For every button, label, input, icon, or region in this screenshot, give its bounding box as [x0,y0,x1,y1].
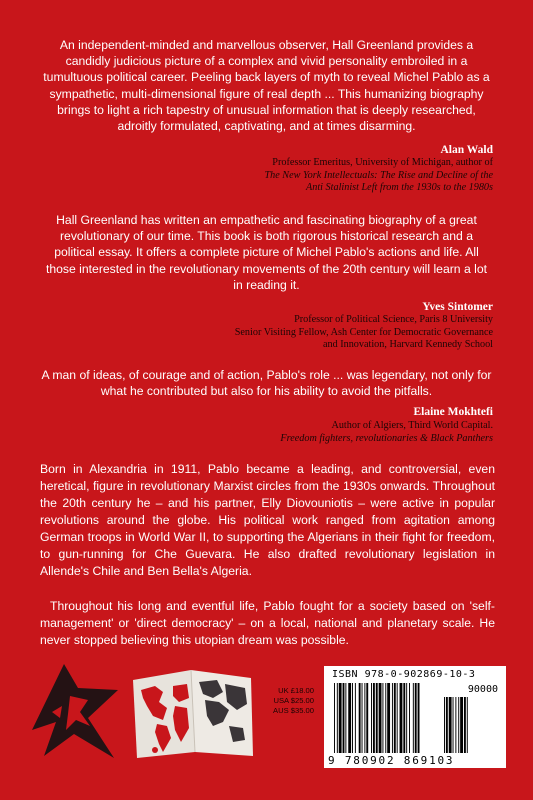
endorser-title-1-line-1: Professor Emeritus, University of Michigan, author of [272,157,493,168]
endorsement-quote-2: Hall Greenland has written an empathetic and fascinating biography of a great revolutionary of our time. This book is both rigorous historical research and a political essay. It offers a complete picture of Michel Pablo's actions and life. All those interested in the revolutionary movements of the 20th century will learn a lot in reading it. [45,213,488,292]
book-description-paragraph-2: Throughout his long and eventful life, Pablo fought for a society based on 'self-management' or 'direct democracy' – on a local, national and planetary scale. He never stopped believing this utopian dream was possible. [40,599,495,647]
price-aus: AUS $35.00 [273,706,314,715]
endorser-title-1-line-2: The New York Intellectuals: The Rise and Decline of the [264,169,493,181]
endorser-title-2-line-2: Senior Visiting Fellow, Ash Center for Democratic Governance [234,326,493,338]
endorser-title-1-line-3: Anti Stalinist Left from the 1930s to the 1980s [306,182,493,194]
price-list [262,686,314,716]
endorser-title-1 [133,157,493,195]
endorser-name-3: Elaine Mokhtefi [413,406,493,418]
endorser-title-2-line-3: and Innovation, Harvard Kennedy School [322,339,493,351]
endorsement-quote-3: A man of ideas, of courage and of action, Pablo's role ... was legendary, not only for what he contributed but also for his ability to avoid the pitfalls. [41,368,492,399]
barcode-icon [334,683,494,755]
barcode-panel [324,666,506,768]
endorser-name-2: Yves Sintomer [422,301,493,313]
endorser-title-3-line-1: Author of Algiers, Third World Capital. [331,420,493,431]
endorser-title-2 [133,314,493,352]
endorser-title-3 [133,420,493,445]
price-uk: UK £18.00 [278,686,314,695]
endorser-name-1: Alan Wald [440,144,493,156]
endorser-title-2-line-1: Professor of Political Science, Paris 8 University [294,314,493,325]
book-description-paragraph-1: Born in Alexandria in 1911, Pablo became a leading, and controversial, even heretical, figure in revolutionary Marxist circles from the 1930s onwards. Throughout the 20th century he – and his partner, Elly Diovouniotis – were active in popular revolutions around the globe. His political work ranged from agitation among German troops in World War II, to supporting the Algerians in their fight for freedom, to gun-running for Che Guevara. He also drafted revolutionary legislation in Allende's Chile and Ben Bella's Algeria. [40,462,495,578]
red-star-logo-icon [30,660,120,760]
endorser-title-3-line-2: Freedom fighters, revolutionaries & Black Panthers [280,432,493,444]
world-map-logo-icon [133,668,255,760]
price-usa: USA $25.00 [273,696,314,705]
isbn-label: ISBN 978-0-902869-10-3 [332,669,476,680]
ean-digits: 9 780902 869103 [328,754,455,767]
endorsement-quote-1: An independent-minded and marvellous observer, Hall Greenland provides a candidly judicious picture of a complex and vivid personality embroiled in a tumultuous political career. Peeling back layers of myth to reveal Michel Pablo as a sympathetic, multi-dimensional figure of real depth ... This humanizing biography brings to light a rich tapestry of unusual information that is deeply researched, adroitly formulated, captivating, and at times disarming. [43,38,490,134]
price-code: 90000 [467,684,498,695]
